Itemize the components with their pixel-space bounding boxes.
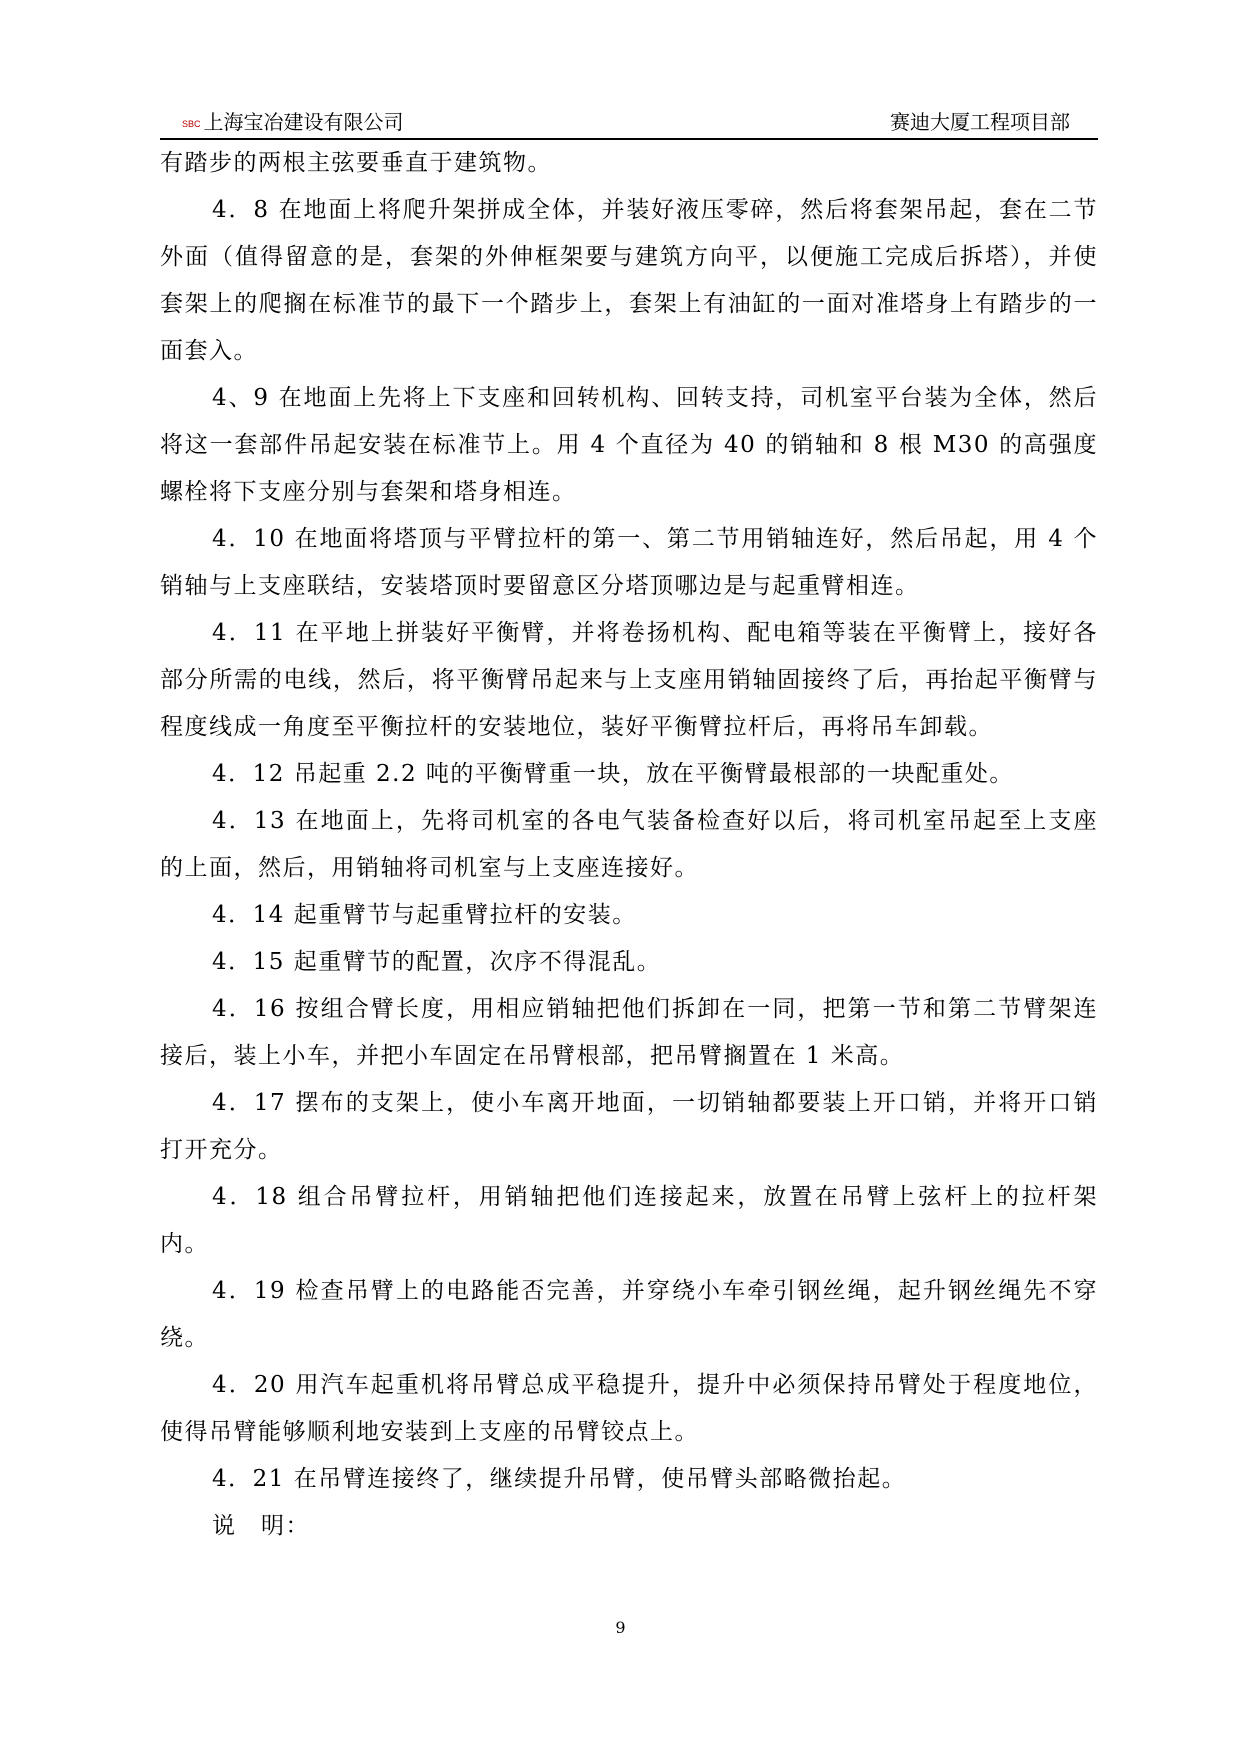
body-paragraph: 有踏步的两根主弦要垂直于建筑物。	[160, 150, 552, 176]
body-paragraph: 4．17 摆布的支架上，使小车离开地面，一切销轴都要装上开口销，并将开口销打开充分。	[160, 1090, 1098, 1163]
body-paragraph: 4、9 在地面上先将上下支座和回转机构、回转支持，司机室平台装为全体，然后将这一套部件吊起安装在标准节上。用 4 个直径为 40 的销轴和 8 根 M30 的高强度螺栓将下支座分别与套架和塔身相连。	[160, 385, 1098, 505]
body-paragraph: 4．16 按组合臂长度，用相应销轴把他们拆卸在一同，把第一节和第二节臂架连接后，装上小车，并把小车固定在吊臂根部，把吊臂搁置在 1 米高。	[160, 996, 1098, 1069]
body-paragraph: 4．18 组合吊臂拉杆，用销轴把他们连接起来，放置在吊臂上弦杆上的拉杆架内。	[160, 1184, 1098, 1257]
body-paragraph: 4．15 起重臂节的配置，次序不得混乱。	[212, 949, 662, 975]
header-company	[182, 106, 404, 140]
body-paragraph: 4．10 在地面将塔顶与平臂拉杆的第一、第二节用销轴连好，然后吊起，用 4 个销轴与上支座联结，安装塔顶时要留意区分塔顶哪边是与起重臂相连。	[160, 526, 1098, 599]
company-logo: SBC	[182, 118, 201, 129]
page-header	[160, 106, 1098, 140]
header-project-name: 赛迪大厦工程项目部	[890, 110, 1070, 134]
body-paragraph: 4．20 用汽车起重机将吊臂总成平稳提升，提升中必须保持吊臂处于程度地位，使得吊臂能够顺利地安装到上支座的吊臂铰点上。	[160, 1372, 1098, 1445]
company-name: 上海宝冶建设有限公司	[203, 110, 404, 134]
body-paragraph: 4．21 在吊臂连接终了，继续提升吊臂，使吊臂头部略微抬起。	[212, 1466, 907, 1492]
body-paragraph: 4．12 吊起重 2.2 吨的平衡臂重一块，放在平衡臂最根部的一块配重处。	[212, 761, 1014, 787]
body-paragraph: 4．14 起重臂节与起重臂拉杆的安装。	[212, 902, 637, 928]
body-paragraph: 4．19 检查吊臂上的电路能否完善，并穿绕小车牵引钢丝绳，起升钢丝绳先不穿绕。	[160, 1278, 1098, 1351]
body-paragraph: 4．8 在地面上将爬升架拼成全体，并装好液压零碎，然后将套架吊起，套在二节外面（值得留意的是，套架的外伸框架要与建筑方向平，以便施工完成后拆塔），并使套架上的爬搁在标准节的最下一个踏步上，套架上有油缸的一面对准塔身上有踏步的一面套入。	[160, 197, 1098, 364]
body-paragraph: 4．11 在平地上拼装好平衡臂，并将卷扬机构、配电箱等装在平衡臂上，接好各部分所需的电线，然后，将平衡臂吊起来与上支座用销轴固接终了后，再抬起平衡臂与程度线成一角度至平衡拉杆的安装地位，装好平衡臂拉杆后，再将吊车卸载。	[160, 620, 1098, 740]
body-paragraph: 4．13 在地面上，先将司机室的各电气装备检查好以后，将司机室吊起至上支座的上面，然后，用销轴将司机室与上支座连接好。	[160, 808, 1098, 881]
document-body	[160, 140, 1098, 1550]
page-number: 9	[615, 1618, 626, 1637]
body-paragraph: 说 明：	[212, 1513, 310, 1539]
